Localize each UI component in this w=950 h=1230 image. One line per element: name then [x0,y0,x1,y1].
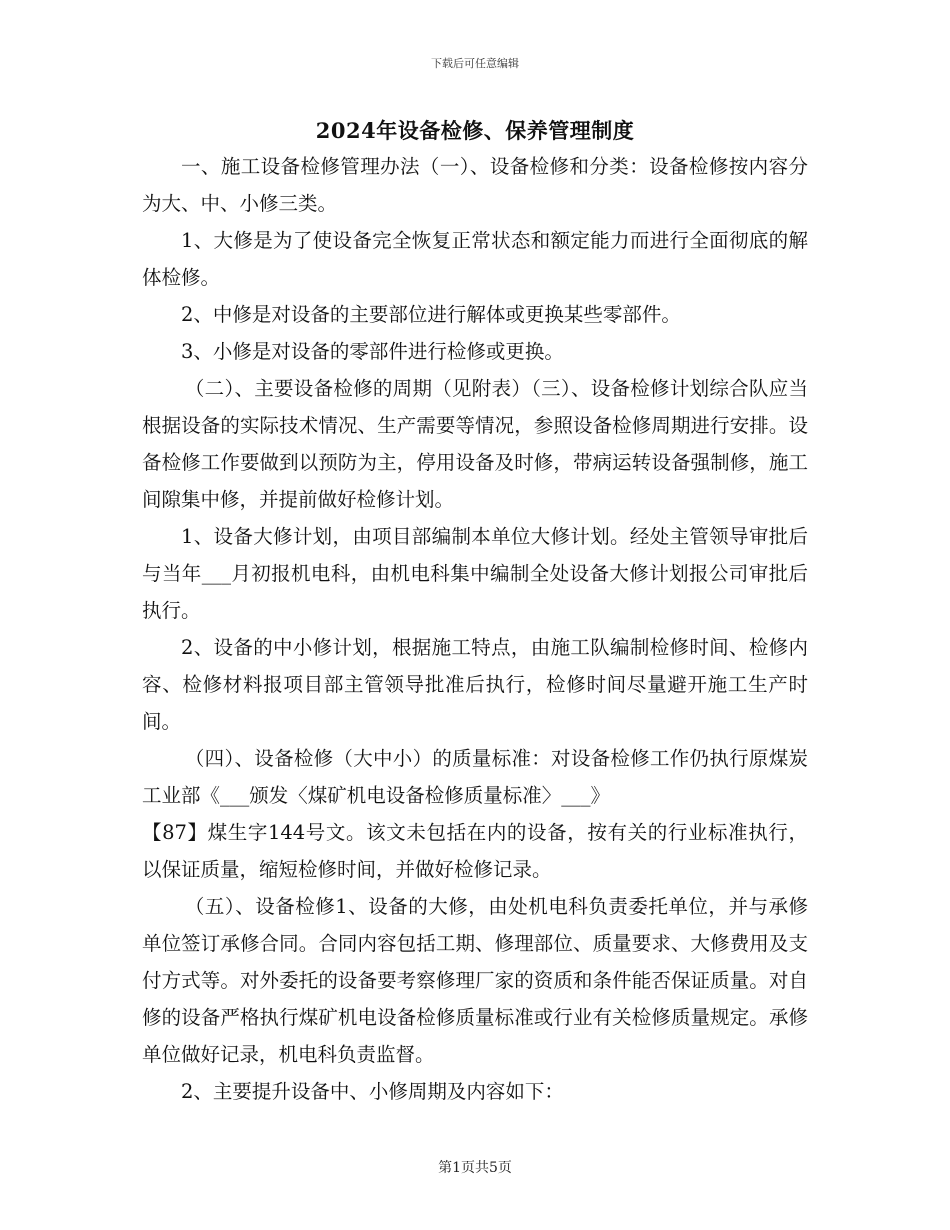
paragraph-3: 2、中修是对设备的主要部位进行解体或更换某些零部件。 [181,303,681,326]
document-title: 2024年设备检修、保养管理制度 [315,118,635,143]
paragraph-7: 2、设备的中小修计划，根据施工特点，由施工队编制检修时间、检修内容、检修材料报项目部主管领导批准后执行，检修时间尽量避开施工生产时间。 [142,636,808,733]
paragraph-2: 1、大修是为了使设备完全恢复正常状态和额定能力而进行全面彻底的解体检修。 [142,229,808,289]
paragraph-11: 2、主要提升设备中、小修周期及内容如下： [181,1080,564,1103]
paragraph-9: 【87】煤生字144号文。该文未包括在内的设备，按有关的行业标准执行，以保证质量，缩短检修时间，并做好检修记录。 [142,821,808,881]
header-note: 下载后可任意编辑 [431,57,519,70]
paragraph-6: 1、设备大修计划，由项目部编制本单位大修计划。经处主管领导审批后与当年___月初报机电科，由机电科集中编制全处设备大修计划报公司审批后执行。 [142,525,808,622]
paragraph-5: （二）、主要设备检修的周期（见附表）（三）、设备检修计划综合队应当根据设备的实际技术情况、生产需要等情况，参照设备检修周期进行安排。设备检修工作要做到以预防为主，停用设备及时修，带病运转设备强制修，施工间隙集中修，并提前做好检修计划。 [142,377,808,511]
paragraph-1: 一、施工设备检修管理办法（一）、设备检修和分类：设备检修按内容分为大、中、小修三类。 [142,155,808,215]
document-body [142,148,808,1110]
paragraph-10: （五）、设备检修1、设备的大修，由处机电科负责委托单位，并与承修单位签订承修合同。合同内容包括工期、修理部位、质量要求、大修费用及支付方式等。对外委托的设备要考察修理厂家的资质和条件能否保证质量。对自修的设备严格执行煤矿机电设备检修质量标准或行业有关检修质量规定。承修单位做好记录，机电科负责监督。 [142,895,808,1066]
paragraph-8: （四）、设备检修（大中小）的质量标准：对设备检修工作仍执行原煤炭工业部《___颁发〈煤矿机电设备检修质量标准〉___》 [142,747,808,807]
page-number: 第1页共5页 [438,1160,512,1176]
paragraph-4: 3、小修是对设备的零部件进行检修或更换。 [181,340,564,363]
